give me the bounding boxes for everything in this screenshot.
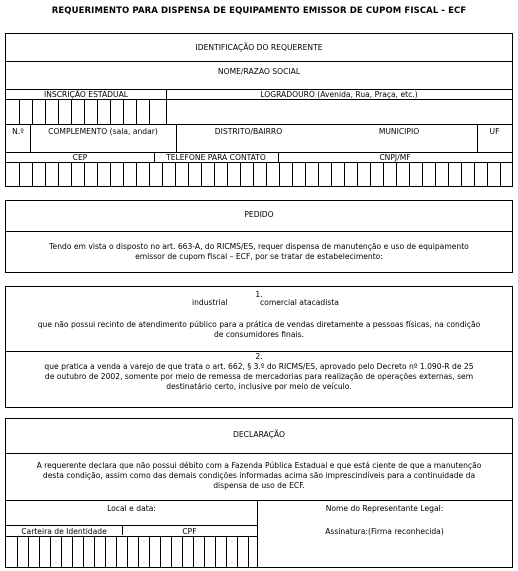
street-field[interactable] (167, 100, 512, 124)
option1-text-line1: que não possui recinto de atendimento público para a prática de vendas diretamente a pessoas físicas, na condição (37, 320, 481, 329)
signature-label: Assinatura:(Firma reconhecida) (325, 527, 444, 536)
representative-label: Nome do Representante Legal: (325, 504, 444, 513)
zip-label: CEP (72, 153, 88, 162)
cnpj-label: CNPJ/MF (379, 153, 411, 162)
option1-text-line2: de consumidores finais. (213, 330, 304, 339)
request-section (5, 200, 513, 273)
request-text-line1: Tendo em vista o disposto no art. 663-A, do RICMS/ES, requer dispensa de manutenção e uso de equipamento (49, 242, 469, 251)
phone-label: TELEFONE PARA CONTATO (166, 153, 266, 162)
option2-text-line3: destinatário certo, inclusive por meio de veículo. (166, 382, 352, 391)
declaration-text-line1: A requerente declara que não possui débito com a Fazenda Pública Estadual e que está ciente de que a manutenção (36, 461, 482, 470)
identification-header: IDENTIFICAÇÃO DO REQUERENTE (195, 43, 323, 52)
option1-number: 1. (255, 290, 263, 299)
state-registration-label: INSCRIÇÃO ESTADUAL (43, 90, 128, 99)
district-label: DISTRITO/BAIRRO (214, 127, 283, 136)
signature-field[interactable] (258, 537, 512, 567)
request-text-line2: emissor de cupom fiscal – ECF, por se tratar de estabelecimento: (135, 252, 383, 261)
name-label: NOME/RAZAO SOCIAL (217, 67, 301, 76)
option1-industrial[interactable]: industrial (192, 298, 228, 307)
form-title: REQUERIMENTO PARA DISPENSA DE EQUIPAMENTO EMISSOR DE CUPOM FISCAL - ECF (51, 6, 467, 16)
declaration-header: DECLARAÇÃO (233, 430, 285, 439)
representative-field[interactable] (258, 515, 512, 526)
cpf-label: CPF (182, 527, 197, 536)
options-section (5, 286, 513, 408)
place-date-field[interactable] (6, 515, 257, 525)
identification-section (5, 33, 513, 187)
state-label: UF (489, 127, 500, 136)
complement-label: COMPLEMENTO (sala, andar) (48, 127, 158, 136)
state-registration-digit-boxes[interactable] (6, 99, 166, 124)
contact-digit-boxes[interactable] (6, 162, 512, 186)
street-label: LOGRADOURO (Avenida, Rua, Praça, etc.) (260, 90, 418, 99)
option1-wholesale[interactable]: comercial atacadista (260, 298, 339, 307)
place-date-label: Local e data: (107, 504, 156, 513)
number-label: N.º (12, 127, 24, 136)
declaration-text-line3: dispensa de uso de ECF. (213, 481, 305, 490)
option2-text-line2: de outubro de 2002, somente por meio de remessa de mercadorias para realização de operações externas, sem (44, 372, 474, 381)
declaration-section (5, 418, 513, 568)
request-header: PEDIDO (244, 210, 274, 219)
municipality-label: MUNICIPIO (378, 127, 420, 136)
id-cpf-digit-boxes[interactable] (6, 536, 257, 567)
declaration-text-line2: desta condição, assim como das demais condições informadas acima são imprescindíveis para a continuidade da (42, 471, 476, 480)
id-card-label: Carteira de Identidade (21, 527, 107, 536)
option2-number: 2. (255, 352, 263, 361)
option2-text-line1: que pratica a venda a varejo de que trata o art. 662, § 3.º do RICMS/ES, aprovado pelo Decreto nº 1.090-R de 25 (44, 362, 474, 371)
